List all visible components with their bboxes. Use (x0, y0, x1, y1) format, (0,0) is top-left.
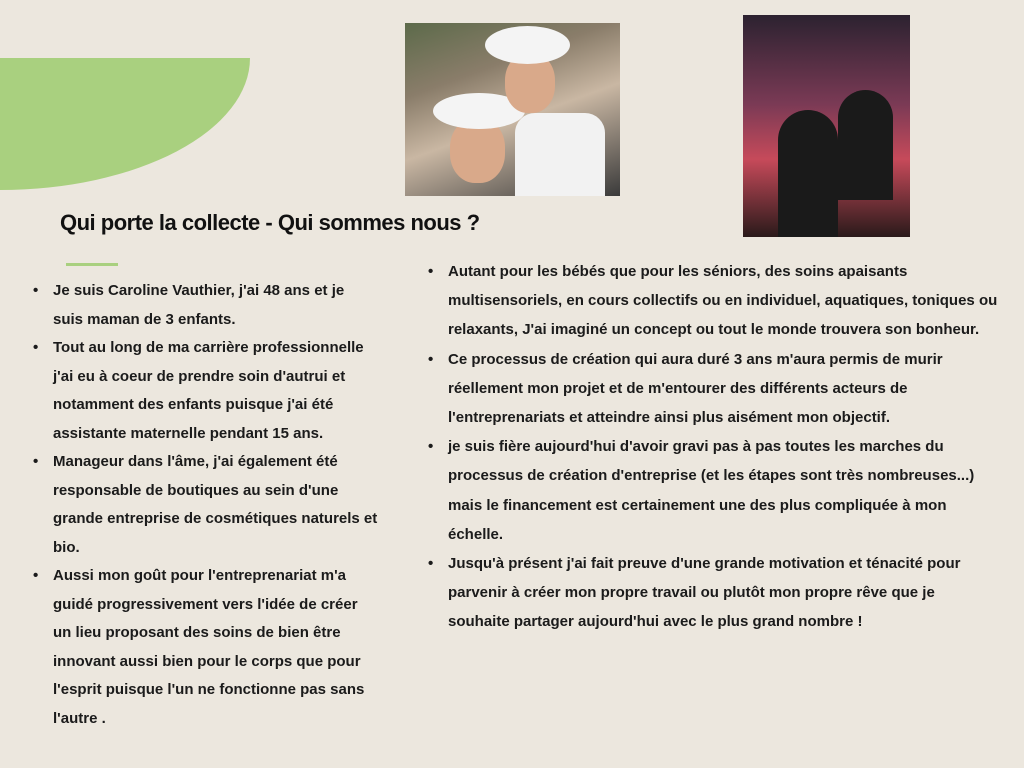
list-item-text: Ce processus de création qui aura duré 3 ans m'aura permis de murir réellement mon projet et de m'entourer des différents acteurs de l'entreprenariats et atteindre ainsi plus aisément mon objectif. (448, 350, 943, 427)
list-item-text: Jusqu'à présent j'ai fait preuve d'une grande motivation et ténacité pour parvenir à créer mon propre travail ou plutôt mon propre rêve que je souhaite partager aujourd'hui avec le plus grand nombre ! (448, 555, 961, 631)
list-item (33, 334, 378, 448)
list-item (428, 432, 998, 549)
shirt (515, 113, 605, 196)
bullet-icon: • (33, 453, 39, 470)
list-item (33, 562, 378, 733)
bullet-icon: • (428, 555, 434, 573)
right-bullet-list (428, 257, 998, 637)
list-item-text: je suis fière aujourd'hui d'avoir gravi pas à pas toutes les marches du processus de création d'entreprise (et les étapes sont très nombreuses...) mais le financement est certainement une des plus compliquée à mon échelle. (448, 438, 975, 543)
list-item (33, 448, 378, 562)
couple-photo (405, 23, 620, 196)
bullet-icon: • (428, 438, 434, 456)
bullet-icon: • (33, 282, 39, 299)
therapist-2 (838, 90, 893, 200)
list-item-text: Autant pour les bébés que pour les séniors, des soins apaisants multisensoriels, en cours collectifs ou en individuel, aquatiques, toniques ou relaxants, J'ai imaginé un concept ou tout le monde trouvera son bonheur. (448, 263, 998, 339)
list-item-text: Tout au long de ma carrière professionnelle j'ai eu à coeur de prendre soin d'autrui et notamment des enfants puisque j'ai été assistante maternelle pendant 15 ans. (53, 339, 364, 442)
bullet-icon: • (33, 567, 39, 584)
therapist-1 (778, 110, 838, 237)
bullet-icon: • (33, 339, 39, 356)
list-item (428, 345, 998, 433)
list-item-text: Je suis Caroline Vauthier, j'ai 48 ans et je suis maman de 3 enfants. (53, 282, 345, 328)
decorative-green-shape (0, 58, 250, 190)
bullet-icon: • (428, 263, 434, 280)
massage-photo (743, 15, 910, 237)
title-underline (66, 263, 118, 266)
left-bullet-list (33, 277, 378, 733)
list-item (33, 277, 378, 334)
page-title: Qui porte la collecte - Qui sommes nous ? (60, 210, 480, 235)
list-item (428, 257, 998, 345)
list-item (428, 549, 998, 637)
bullet-icon: • (428, 350, 434, 368)
list-item-text: Aussi mon goût pour l'entreprenariat m'a guidé progressivement vers l'idée de créer un lieu proposant des soins de bien être innovant aussi bien pour le corps que pour l'esprit puisque l'un ne fonctionne pas sans l'autre . (53, 567, 365, 727)
list-item-text: Manageur dans l'âme, j'ai également été responsable de boutiques au sein d'une grande entreprise de cosmétiques naturels et bio. (53, 453, 378, 556)
hat-man (485, 26, 570, 64)
